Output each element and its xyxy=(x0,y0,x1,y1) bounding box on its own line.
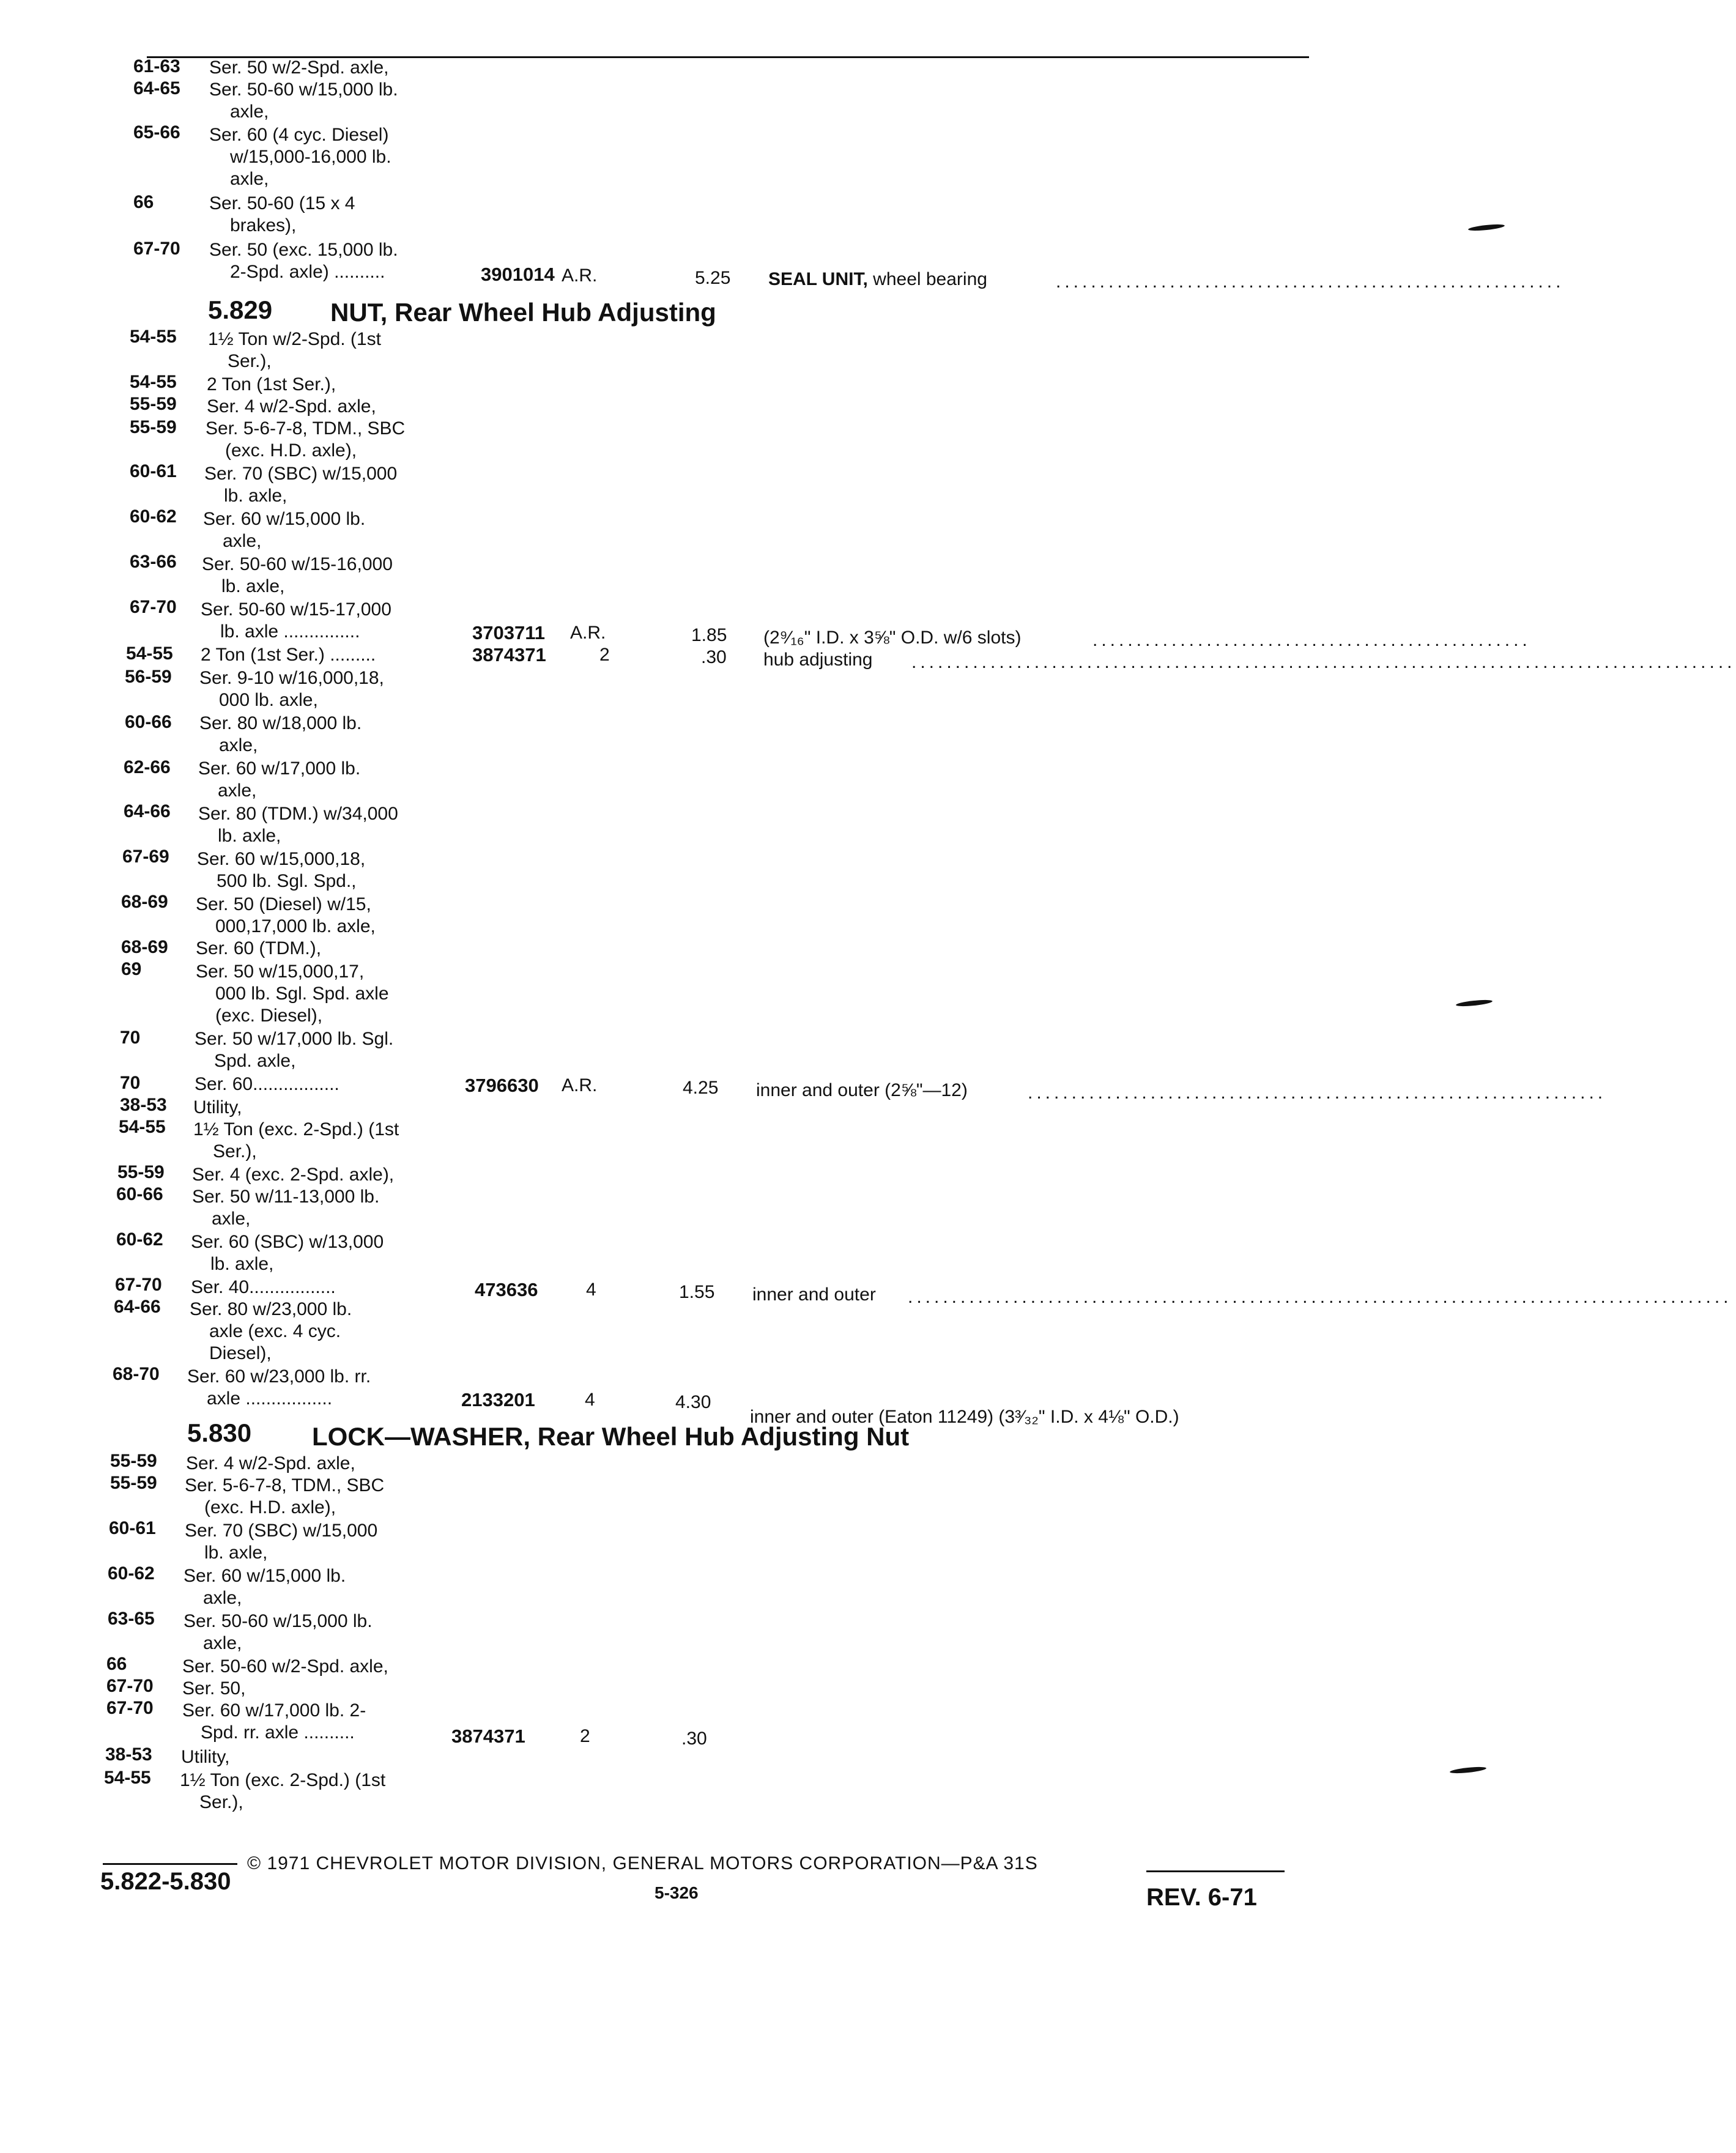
year-range: 66 xyxy=(106,1654,127,1674)
application-line: 1½ Ton (exc. 2-Spd.) (1st xyxy=(193,1119,399,1139)
application-line: Ser.), xyxy=(228,351,272,371)
application-line: Ser. 5-6-7-8, TDM., SBC xyxy=(185,1475,385,1495)
section-number: 5.829 xyxy=(208,295,273,324)
year-range: 68-70 xyxy=(113,1364,160,1384)
application-line: axle, xyxy=(203,1588,242,1608)
year-range: 60-62 xyxy=(108,1563,155,1584)
year-range: 67-70 xyxy=(106,1698,154,1718)
application-line: Ser. 4 (exc. 2-Spd. axle), xyxy=(192,1165,395,1185)
application-line: Ser. 60 w/17,000 lb. 2- xyxy=(182,1700,366,1721)
application-line: lb. axle ............... xyxy=(220,621,360,642)
quantity: 4 xyxy=(586,1280,596,1300)
section-number: 5.830 xyxy=(187,1418,252,1447)
application-line: lb. axle, xyxy=(204,1543,268,1563)
footer-rule-right xyxy=(1146,1870,1285,1872)
price: 1.55 xyxy=(679,1282,715,1302)
application-line: Ser. 60 w/15,000 lb. xyxy=(184,1566,346,1586)
application-line: axle ................. xyxy=(207,1388,333,1409)
edge-mark xyxy=(1468,223,1505,232)
year-range: 61-63 xyxy=(133,56,180,76)
application-line: Utility, xyxy=(193,1097,242,1117)
year-range: 67-70 xyxy=(115,1275,162,1295)
revision-date: REV. 6-71 xyxy=(1146,1884,1257,1911)
application-line: 1½ Ton w/2-Spd. (1st xyxy=(208,329,381,349)
application-line: Ser.), xyxy=(213,1141,257,1162)
year-range: 63-66 xyxy=(130,552,177,572)
application-line: axle, xyxy=(203,1633,242,1653)
year-range: 55-59 xyxy=(130,394,177,414)
price: 5.25 xyxy=(695,268,731,288)
year-range: 54-55 xyxy=(104,1768,151,1788)
year-range: 60-66 xyxy=(116,1184,163,1204)
application-line: w/15,000-16,000 lb. xyxy=(230,147,391,167)
year-range: 38-53 xyxy=(105,1744,152,1765)
application-line: axle, xyxy=(230,102,269,122)
application-line: axle, xyxy=(230,169,269,189)
application-line: Ser. 50-60 w/15-16,000 xyxy=(202,554,393,574)
section-title: LOCK—WASHER, Rear Wheel Hub Adjusting Nut xyxy=(312,1422,910,1451)
application-line: Ser. 4 w/2-Spd. axle, xyxy=(207,396,376,417)
price: .30 xyxy=(701,647,727,667)
application-line: Ser. 50-60 w/15,000 lb. xyxy=(184,1611,373,1631)
year-range: 63-65 xyxy=(108,1609,155,1629)
year-range: 67-70 xyxy=(106,1676,154,1696)
footer-rule-left xyxy=(103,1863,237,1865)
quantity: 4 xyxy=(585,1390,595,1410)
application-line: Ser. 9-10 w/16,000,18, xyxy=(199,668,384,688)
year-range: 56-59 xyxy=(125,667,172,687)
application-line: Ser. 5-6-7-8, TDM., SBC xyxy=(206,418,406,439)
application-line: Ser. 60 w/23,000 lb. rr. xyxy=(187,1366,371,1387)
application-line: Utility, xyxy=(181,1747,230,1767)
year-range: 60-62 xyxy=(116,1229,163,1250)
application-line: Ser.), xyxy=(199,1792,243,1812)
leader-dots: .................................................. xyxy=(1092,630,1531,650)
part-number: 3703711 xyxy=(472,622,545,643)
application-line: Ser. 50, xyxy=(182,1678,246,1699)
part-description: inner and outer (2⅝"—12) xyxy=(756,1080,968,1100)
year-range: 60-61 xyxy=(130,461,177,481)
application-line: Spd. axle, xyxy=(214,1051,296,1071)
application-line: 1½ Ton (exc. 2-Spd.) (1st xyxy=(180,1770,386,1790)
year-range: 60-66 xyxy=(125,712,172,732)
application-line: Ser. 80 (TDM.) w/34,000 xyxy=(198,804,398,824)
year-range: 68-69 xyxy=(121,937,168,957)
year-range: 54-55 xyxy=(130,372,177,392)
year-range: 70 xyxy=(120,1028,141,1048)
application-line: axle, xyxy=(223,531,262,551)
quantity: A.R. xyxy=(562,1075,598,1095)
application-line: Ser. 50 w/11-13,000 lb. xyxy=(192,1187,380,1207)
application-line: (exc. H.D. axle), xyxy=(225,440,357,461)
application-line: Ser. 60 w/15,000,18, xyxy=(197,849,366,869)
quantity: 2 xyxy=(599,645,610,665)
leader-dots: .................................................................. xyxy=(1028,1083,1607,1103)
edge-mark xyxy=(1450,1766,1487,1774)
year-range: 55-59 xyxy=(117,1162,165,1182)
edge-mark xyxy=(1456,999,1493,1007)
application-line: lb. axle, xyxy=(218,826,281,846)
application-line: 000 lb. Sgl. Spd. axle xyxy=(215,984,389,1004)
application-line: axle, xyxy=(219,735,258,755)
year-range: 67-70 xyxy=(133,239,180,259)
application-line: 2-Spd. axle) .......... xyxy=(230,262,385,282)
application-line: Ser. 60................. xyxy=(195,1074,339,1094)
year-range: 65-66 xyxy=(133,122,180,143)
part-description: (2⁹⁄₁₆" I.D. x 3⅝" O.D. w/6 slots) xyxy=(763,628,1022,648)
application-line: Ser. 60 (4 cyc. Diesel) xyxy=(209,125,389,145)
quantity: A.R. xyxy=(570,623,606,643)
application-line: (exc. H.D. axle), xyxy=(204,1497,336,1517)
part-description: SEAL UNIT, wheel bearing xyxy=(768,269,987,289)
year-range: 69 xyxy=(121,959,142,979)
application-line: Ser. 60 w/17,000 lb. xyxy=(198,758,361,779)
application-line: Ser. 50-60 (15 x 4 xyxy=(209,193,355,213)
application-line: axle, xyxy=(212,1209,251,1229)
year-range: 64-66 xyxy=(124,801,171,821)
section-title: NUT, Rear Wheel Hub Adjusting xyxy=(330,298,716,327)
application-line: 500 lb. Sgl. Spd., xyxy=(217,871,357,891)
application-line: 2 Ton (1st Ser.), xyxy=(207,374,336,395)
application-line: Ser. 50 w/17,000 lb. Sgl. xyxy=(195,1029,394,1049)
application-line: axle (exc. 4 cyc. xyxy=(209,1321,341,1341)
year-range: 67-69 xyxy=(122,847,169,867)
part-number: 2133201 xyxy=(461,1389,535,1410)
year-range: 54-55 xyxy=(130,327,177,347)
application-line: Ser. 50-60 w/15-17,000 xyxy=(201,599,391,620)
application-line: Ser. 50 (Diesel) w/15, xyxy=(196,894,371,914)
part-number: 3901014 xyxy=(481,264,555,285)
year-range: 38-53 xyxy=(120,1095,167,1115)
application-line: Ser. 60 w/15,000 lb. xyxy=(203,509,366,529)
application-line: lb. axle, xyxy=(224,486,287,506)
application-line: Ser. 4 w/2-Spd. axle, xyxy=(186,1453,355,1473)
part-number: 3874371 xyxy=(451,1725,525,1747)
part-number: 3874371 xyxy=(472,644,546,665)
quantity: A.R. xyxy=(562,265,598,286)
footer-copyright: © 1971 CHEVROLET MOTOR DIVISION, GENERAL MOTORS CORPORATION—P&A 31S xyxy=(247,1853,1038,1873)
application-line: Spd. rr. axle .......... xyxy=(201,1722,355,1743)
application-line: Diesel), xyxy=(209,1343,272,1363)
year-range: 66 xyxy=(133,192,154,212)
year-range: 55-59 xyxy=(110,1451,157,1471)
application-line: Ser. 50 w/2-Spd. axle, xyxy=(209,57,389,78)
year-range: 67-70 xyxy=(130,597,177,617)
quantity: 2 xyxy=(580,1726,590,1746)
leader-dots: .............................................................................................. xyxy=(911,652,1736,672)
application-line: Ser. 50 w/15,000,17, xyxy=(196,962,365,982)
application-line: Ser. 80 w/23,000 lb. xyxy=(190,1299,352,1319)
application-line: Ser. 70 (SBC) w/15,000 xyxy=(185,1521,378,1541)
year-range: 55-59 xyxy=(130,417,177,437)
part-description: hub adjusting xyxy=(763,650,873,670)
application-line: Ser. 50-60 w/2-Spd. axle, xyxy=(182,1656,388,1677)
application-line: 000,17,000 lb. axle, xyxy=(215,916,376,936)
part-number: 3796630 xyxy=(465,1075,539,1096)
year-range: 54-55 xyxy=(119,1117,166,1137)
part-description: inner and outer (Eaton 11249) (3³⁄₃₂" I.D. x 4⅛" O.D.) xyxy=(750,1407,1179,1427)
application-line: lb. axle, xyxy=(221,576,285,596)
year-range: 64-65 xyxy=(133,78,180,98)
application-line: 000 lb. axle, xyxy=(219,690,318,710)
leader-dots: .............................................................................................. xyxy=(908,1287,1732,1307)
price: 4.30 xyxy=(675,1392,711,1412)
year-range: 62-66 xyxy=(124,757,171,777)
year-range: 68-69 xyxy=(121,892,168,912)
application-line: Ser. 50-60 w/15,000 lb. xyxy=(209,80,398,100)
price: 4.25 xyxy=(683,1078,719,1098)
application-line: 2 Ton (1st Ser.) ......... xyxy=(201,645,376,665)
footer-section-range: 5.822-5.830 xyxy=(100,1868,231,1895)
page-number: 5-326 xyxy=(655,1883,699,1902)
application-line: axle, xyxy=(218,780,257,801)
application-line: brakes), xyxy=(230,215,297,235)
application-line: Ser. 60 (SBC) w/13,000 xyxy=(191,1232,384,1252)
application-line: Ser. 60 (TDM.), xyxy=(196,938,322,958)
application-line: Ser. 80 w/18,000 lb. xyxy=(199,713,362,733)
year-range: 54-55 xyxy=(126,643,173,664)
leader-dots: .......................................................... xyxy=(1056,272,1565,292)
year-range: 55-59 xyxy=(110,1473,157,1493)
year-range: 60-62 xyxy=(130,506,177,527)
application-line: Ser. 70 (SBC) w/15,000 xyxy=(204,464,398,484)
application-line: (exc. Diesel), xyxy=(215,1006,323,1026)
price: 1.85 xyxy=(691,625,727,645)
application-line: Ser. 40................. xyxy=(191,1277,336,1297)
part-description: inner and outer xyxy=(752,1284,876,1305)
application-line: Ser. 50 (exc. 15,000 lb. xyxy=(209,240,398,260)
year-range: 60-61 xyxy=(109,1518,156,1538)
price: .30 xyxy=(681,1729,707,1749)
year-range: 64-66 xyxy=(114,1297,161,1317)
part-number: 473636 xyxy=(475,1279,538,1300)
year-range: 70 xyxy=(120,1073,141,1093)
application-line: lb. axle, xyxy=(210,1254,274,1274)
